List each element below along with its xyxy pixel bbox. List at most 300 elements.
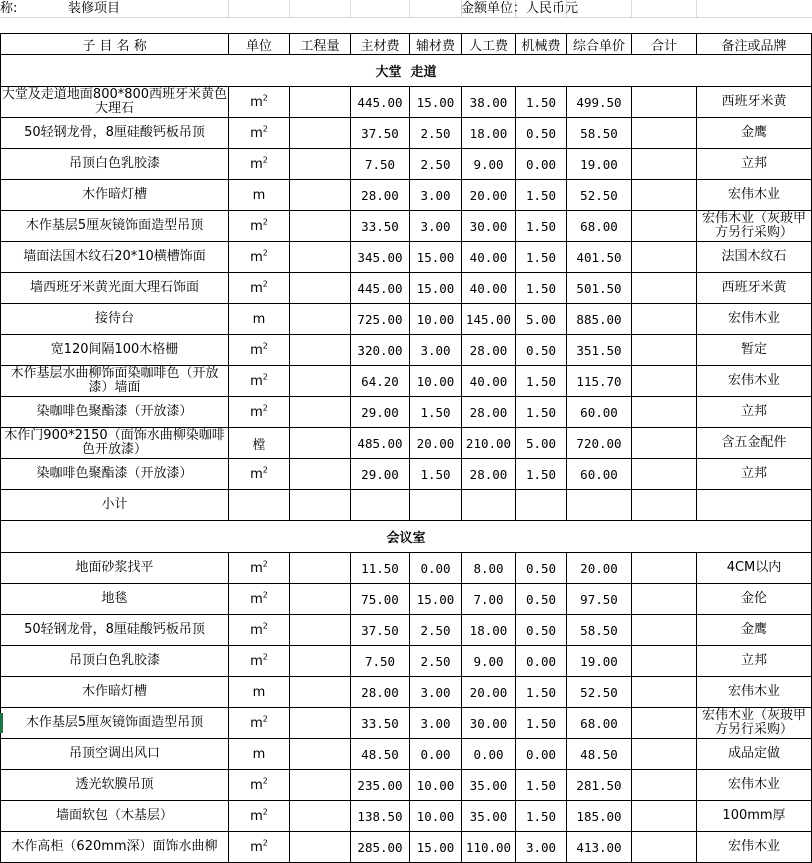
note-cell[interactable]: 法国木纹石 — [697, 242, 812, 273]
table-row — [1, 366, 812, 397]
unit-base: m — [250, 156, 263, 172]
total-cell[interactable] — [632, 242, 697, 273]
unit-base: m — [250, 591, 263, 607]
unit-base: m — [252, 746, 266, 762]
labor-cell[interactable]: 145.00 — [462, 304, 516, 335]
column-header: 备注或品牌 — [697, 34, 812, 55]
total-cell[interactable] — [632, 801, 697, 832]
unit-price-cell[interactable]: 58.50 — [567, 615, 632, 646]
labor-cell[interactable]: 9.00 — [462, 149, 516, 180]
table-row — [1, 801, 812, 832]
note-cell[interactable]: 暂定 — [697, 335, 812, 366]
unit-cell[interactable] — [229, 490, 290, 521]
labor-cell[interactable]: 7.00 — [462, 584, 516, 615]
table-row — [1, 646, 812, 677]
note-cell[interactable]: 成品定做 — [697, 739, 812, 770]
item-name-cell[interactable]: 宽120间隔100木格栅 — [1, 335, 229, 366]
table-row — [1, 180, 812, 211]
item-name-cell[interactable]: 木作高柜（620mm深）面饰水曲柳 — [1, 832, 229, 863]
unit-price-cell[interactable]: 97.50 — [567, 584, 632, 615]
main-material-cell[interactable]: 345.00 — [351, 242, 410, 273]
labor-cell[interactable]: 18.00 — [462, 118, 516, 149]
machinery-cell[interactable] — [516, 490, 567, 521]
table-row — [1, 211, 812, 242]
item-name-cell[interactable]: 木作基层5厘灰镜饰面造型吊顶 — [1, 211, 229, 242]
machinery-cell[interactable]: 0.50 — [516, 584, 567, 615]
table-row — [1, 87, 812, 118]
aux-material-cell[interactable]: 3.00 — [410, 677, 462, 708]
note-cell[interactable]: 立邦 — [697, 646, 812, 677]
quantity-cell[interactable] — [290, 397, 351, 428]
quantity-cell[interactable] — [290, 459, 351, 490]
section-header-row — [1, 55, 812, 87]
main-material-cell[interactable]: 285.00 — [351, 832, 410, 863]
machinery-cell[interactable]: 1.50 — [516, 242, 567, 273]
column-header: 人工费 — [462, 34, 516, 55]
item-name-cell[interactable]: 地面砂浆找平 — [1, 553, 229, 584]
quantity-cell[interactable] — [290, 615, 351, 646]
unit-cell[interactable] — [229, 708, 290, 739]
labor-cell[interactable]: 18.00 — [462, 615, 516, 646]
machinery-cell[interactable]: 1.50 — [516, 397, 567, 428]
machinery-cell[interactable]: 5.00 — [516, 304, 567, 335]
item-name-cell[interactable]: 地毯 — [1, 584, 229, 615]
main-material-cell[interactable]: 29.00 — [351, 459, 410, 490]
unit-superscript: 2 — [262, 621, 268, 631]
item-name-cell[interactable]: 大堂及走道地面800*800西班牙米黄色大理石 — [1, 87, 228, 116]
machinery-cell[interactable]: 1.50 — [516, 180, 567, 211]
unit-base: m — [252, 311, 266, 327]
main-material-cell[interactable]: 28.00 — [351, 180, 410, 211]
labor-cell[interactable]: 30.00 — [462, 211, 516, 242]
machinery-cell[interactable]: 0.50 — [516, 118, 567, 149]
main-material-cell[interactable]: 48.50 — [351, 739, 410, 770]
unit-cell[interactable] — [229, 335, 290, 366]
total-cell[interactable] — [632, 646, 697, 677]
total-cell[interactable] — [632, 211, 697, 242]
unit-cell[interactable] — [229, 149, 290, 180]
unit-base: m — [250, 622, 263, 638]
aux-material-cell[interactable]: 10.00 — [410, 770, 462, 801]
unit-cell[interactable] — [229, 615, 290, 646]
aux-material-cell[interactable]: 2.50 — [410, 615, 462, 646]
labor-cell[interactable]: 9.00 — [462, 646, 516, 677]
table-row — [1, 273, 812, 304]
main-material-cell[interactable]: 37.50 — [351, 118, 410, 149]
machinery-cell[interactable]: 5.00 — [516, 428, 567, 459]
unit-price-cell[interactable]: 48.50 — [567, 739, 632, 770]
section-title: 大堂 走道 — [1, 55, 812, 87]
machinery-cell[interactable]: 1.50 — [516, 677, 567, 708]
unit-base: m — [250, 373, 263, 389]
note-cell[interactable]: 西班牙米黄 — [697, 273, 812, 304]
main-material-cell[interactable]: 37.50 — [351, 615, 410, 646]
unit-cell[interactable] — [229, 739, 290, 770]
item-name-cell[interactable]: 接待台 — [1, 304, 229, 335]
note-cell[interactable]: 宏伟木业 — [697, 180, 812, 211]
note-cell[interactable]: 立邦 — [697, 459, 812, 490]
column-header: 主材费 — [351, 34, 410, 55]
labor-cell[interactable]: 28.00 — [462, 335, 516, 366]
total-cell[interactable] — [632, 708, 697, 739]
main-material-cell[interactable]: 75.00 — [351, 584, 410, 615]
item-name-cell[interactable]: 吊顶白色乳胶漆 — [1, 646, 229, 677]
labor-cell[interactable]: 210.00 — [462, 428, 516, 459]
unit-price-cell[interactable]: 52.50 — [567, 677, 632, 708]
main-material-cell[interactable]: 320.00 — [351, 335, 410, 366]
header-row — [1, 34, 812, 55]
aux-material-cell[interactable]: 0.00 — [410, 739, 462, 770]
note-cell[interactable]: 立邦 — [697, 149, 812, 180]
unit-cell[interactable] — [229, 242, 290, 273]
aux-material-cell[interactable]: 3.00 — [410, 708, 462, 739]
quantity-cell[interactable] — [290, 242, 351, 273]
aux-material-cell[interactable]: 3.00 — [410, 335, 462, 366]
aux-material-cell[interactable]: 15.00 — [410, 832, 462, 863]
unit-cell[interactable] — [229, 459, 290, 490]
note-cell[interactable]: 含五金配件 — [697, 428, 812, 459]
main-material-cell[interactable]: 29.00 — [351, 397, 410, 428]
quantity-cell[interactable] — [290, 739, 351, 770]
quantity-cell[interactable] — [290, 180, 351, 211]
unit-superscript: 2 — [262, 714, 268, 724]
unit-price-cell[interactable]: 501.50 — [567, 273, 632, 304]
unit-cell[interactable] — [229, 646, 290, 677]
total-cell[interactable] — [632, 180, 697, 211]
unit-cell[interactable] — [229, 832, 290, 863]
total-cell[interactable] — [632, 677, 697, 708]
aux-material-cell[interactable] — [410, 490, 462, 521]
quantity-cell[interactable] — [290, 677, 351, 708]
item-name-cell[interactable]: 墙面软包（木基层） — [1, 801, 229, 832]
unit-cell[interactable] — [229, 584, 290, 615]
quantity-cell[interactable] — [290, 428, 351, 459]
unit-base: m — [250, 249, 263, 265]
unit-price-cell[interactable]: 20.00 — [567, 553, 632, 584]
table-row — [1, 397, 812, 428]
table-row — [1, 149, 812, 180]
unit-cell[interactable] — [229, 801, 290, 832]
unit-price-cell[interactable]: 401.50 — [567, 242, 632, 273]
quantity-cell[interactable] — [290, 211, 351, 242]
unit-base: m — [252, 684, 266, 700]
aux-material-cell[interactable]: 2.50 — [410, 646, 462, 677]
total-cell[interactable] — [632, 739, 697, 770]
unit-cell[interactable] — [229, 87, 290, 118]
item-name-cell[interactable]: 木作基层水曲柳饰面染咖啡色（开放漆）墙面 — [1, 366, 229, 397]
table-row — [1, 490, 812, 521]
column-header: 综合单价 — [567, 34, 632, 55]
title-left-label: 称: — [0, 1, 18, 16]
main-material-cell[interactable]: 33.50 — [351, 708, 410, 739]
unit-cell[interactable] — [229, 397, 290, 428]
main-material-cell[interactable]: 485.00 — [351, 428, 410, 459]
machinery-cell[interactable]: 1.50 — [516, 770, 567, 801]
total-cell[interactable] — [632, 490, 697, 521]
total-cell[interactable] — [632, 428, 697, 459]
unit-base: m — [250, 218, 263, 234]
table-row — [1, 335, 812, 366]
unit-price-cell[interactable]: 68.00 — [567, 708, 632, 739]
labor-cell[interactable]: 40.00 — [462, 242, 516, 273]
unit-price-cell[interactable]: 413.00 — [567, 832, 632, 863]
total-cell[interactable] — [632, 87, 697, 118]
aux-material-cell[interactable]: 15.00 — [410, 87, 462, 118]
unit-price-cell[interactable]: 60.00 — [567, 397, 632, 428]
note-cell[interactable]: 宏伟木业 — [697, 304, 812, 335]
note-cell[interactable]: 立邦 — [697, 397, 812, 428]
unit-base: 樘 — [252, 437, 266, 453]
main-material-cell[interactable]: 445.00 — [351, 273, 410, 304]
unit-cell[interactable] — [229, 304, 290, 335]
unit-price-cell[interactable]: 351.50 — [567, 335, 632, 366]
total-cell[interactable] — [632, 459, 697, 490]
machinery-cell[interactable]: 0.50 — [516, 553, 567, 584]
machinery-cell[interactable]: 3.00 — [516, 832, 567, 863]
machinery-cell[interactable]: 1.50 — [516, 366, 567, 397]
item-name-cell[interactable]: 木作暗灯槽 — [1, 180, 229, 211]
aux-material-cell[interactable]: 15.00 — [410, 273, 462, 304]
unit-superscript: 2 — [262, 372, 268, 382]
note-cell[interactable]: 100mm厚 — [697, 801, 812, 832]
quantity-cell[interactable] — [290, 801, 351, 832]
aux-material-cell[interactable]: 0.00 — [410, 553, 462, 584]
unit-price-cell[interactable]: 19.00 — [567, 646, 632, 677]
main-material-cell[interactable] — [351, 490, 410, 521]
item-name-cell[interactable]: 木作暗灯槽 — [1, 677, 229, 708]
machinery-cell[interactable]: 1.50 — [516, 273, 567, 304]
quantity-cell[interactable] — [290, 708, 351, 739]
item-name-cell[interactable]: 吊顶空调出风口 — [1, 739, 229, 770]
labor-cell[interactable]: 40.00 — [462, 273, 516, 304]
unit-cell[interactable] — [229, 366, 290, 397]
item-name-cell[interactable]: 墙面法国木纹石20*10横槽饰面 — [1, 242, 229, 273]
unit-price-cell[interactable]: 185.00 — [567, 801, 632, 832]
machinery-cell[interactable]: 1.50 — [516, 459, 567, 490]
unit-price-cell[interactable]: 52.50 — [567, 180, 632, 211]
unit-price-cell[interactable]: 499.50 — [567, 87, 632, 118]
note-cell[interactable]: 4CM以内 — [697, 553, 812, 584]
aux-material-cell[interactable]: 20.00 — [410, 428, 462, 459]
machinery-cell[interactable]: 0.00 — [516, 149, 567, 180]
main-material-cell[interactable]: 64.20 — [351, 366, 410, 397]
quantity-cell[interactable] — [290, 335, 351, 366]
labor-cell[interactable]: 28.00 — [462, 459, 516, 490]
machinery-cell[interactable]: 1.50 — [516, 708, 567, 739]
unit-price-cell[interactable]: 115.70 — [567, 366, 632, 397]
machinery-cell[interactable]: 0.00 — [516, 739, 567, 770]
note-cell[interactable]: 金鹰 — [697, 118, 812, 149]
unit-superscript: 2 — [262, 341, 268, 351]
quantity-cell[interactable] — [290, 832, 351, 863]
aux-material-cell[interactable]: 10.00 — [410, 366, 462, 397]
main-material-cell[interactable]: 28.00 — [351, 677, 410, 708]
main-material-cell[interactable]: 33.50 — [351, 211, 410, 242]
unit-cell[interactable] — [229, 677, 290, 708]
labor-cell[interactable]: 35.00 — [462, 770, 516, 801]
unit-superscript: 2 — [262, 217, 268, 227]
note-cell[interactable]: 宏伟木业 — [697, 832, 812, 863]
total-cell[interactable] — [632, 553, 697, 584]
unit-price-cell[interactable]: 68.00 — [567, 211, 632, 242]
aux-material-cell[interactable]: 10.00 — [410, 304, 462, 335]
table-row — [1, 615, 812, 646]
aux-material-cell[interactable]: 15.00 — [410, 584, 462, 615]
quantity-cell[interactable] — [290, 770, 351, 801]
table-row — [1, 242, 812, 273]
total-cell[interactable] — [632, 149, 697, 180]
labor-cell[interactable]: 0.00 — [462, 739, 516, 770]
machinery-cell[interactable]: 0.50 — [516, 615, 567, 646]
note-cell[interactable]: 宏伟木业 — [697, 366, 812, 397]
quantity-cell[interactable] — [290, 366, 351, 397]
unit-base: m — [250, 342, 263, 358]
column-header: 工程量 — [290, 34, 351, 55]
main-material-cell[interactable]: 7.50 — [351, 149, 410, 180]
quantity-cell[interactable] — [290, 118, 351, 149]
quote-table — [0, 33, 812, 863]
total-cell[interactable] — [632, 584, 697, 615]
note-cell[interactable]: 金伦 — [697, 584, 812, 615]
unit-price-cell[interactable]: 720.00 — [567, 428, 632, 459]
column-header: 合计 — [632, 34, 697, 55]
table-row — [1, 677, 812, 708]
main-material-cell[interactable]: 235.00 — [351, 770, 410, 801]
quantity-cell[interactable] — [290, 87, 351, 118]
unit-base: m — [250, 404, 263, 420]
quantity-cell[interactable] — [290, 149, 351, 180]
main-material-cell[interactable]: 138.50 — [351, 801, 410, 832]
item-name-cell[interactable]: 木作门900*2150（面饰水曲柳染咖啡色开放漆） — [1, 428, 229, 459]
total-cell[interactable] — [632, 366, 697, 397]
aux-material-cell[interactable]: 2.50 — [410, 118, 462, 149]
item-name-cell[interactable]: 透光软膜吊顶 — [1, 770, 229, 801]
item-name-cell[interactable]: 染咖啡色聚酯漆（开放漆） — [1, 397, 229, 428]
main-material-cell[interactable]: 11.50 — [351, 553, 410, 584]
quantity-cell[interactable] — [290, 553, 351, 584]
labor-cell[interactable]: 35.00 — [462, 801, 516, 832]
total-cell[interactable] — [632, 335, 697, 366]
table-row — [1, 770, 812, 801]
item-name-cell[interactable]: 小计 — [1, 490, 229, 521]
total-cell[interactable] — [632, 304, 697, 335]
unit-price-cell[interactable]: 58.50 — [567, 118, 632, 149]
labor-cell[interactable]: 20.00 — [462, 677, 516, 708]
section-title: 会议室 — [1, 521, 812, 553]
aux-material-cell[interactable]: 1.50 — [410, 397, 462, 428]
unit-price-cell[interactable]: 60.00 — [567, 459, 632, 490]
total-cell[interactable] — [632, 770, 697, 801]
quantity-cell[interactable] — [290, 304, 351, 335]
note-cell[interactable]: 宏伟木业（灰玻甲方另行采购） — [697, 211, 812, 242]
unit-cell[interactable] — [229, 428, 290, 459]
labor-cell[interactable]: 8.00 — [462, 553, 516, 584]
quantity-cell[interactable] — [290, 646, 351, 677]
unit-base: m — [252, 187, 266, 203]
aux-material-cell[interactable]: 15.00 — [410, 242, 462, 273]
note-cell[interactable]: 宏伟木业 — [697, 770, 812, 801]
total-cell[interactable] — [632, 832, 697, 863]
main-material-cell[interactable]: 725.00 — [351, 304, 410, 335]
note-cell[interactable] — [697, 490, 812, 521]
unit-cell[interactable] — [229, 273, 290, 304]
labor-cell[interactable]: 30.00 — [462, 708, 516, 739]
machinery-cell[interactable]: 1.50 — [516, 87, 567, 118]
labor-cell[interactable]: 38.00 — [462, 87, 516, 118]
aux-material-cell[interactable]: 3.00 — [410, 211, 462, 242]
total-cell[interactable] — [632, 615, 697, 646]
labor-cell[interactable] — [462, 490, 516, 521]
labor-cell[interactable]: 110.00 — [462, 832, 516, 863]
total-cell[interactable] — [632, 273, 697, 304]
aux-material-cell[interactable]: 1.50 — [410, 459, 462, 490]
currency-label: 金额单位：人民币元 — [461, 1, 579, 16]
machinery-cell[interactable]: 0.50 — [516, 335, 567, 366]
note-cell[interactable]: 西班牙米黄 — [697, 87, 812, 118]
unit-price-cell[interactable]: 19.00 — [567, 149, 632, 180]
quantity-cell[interactable] — [290, 273, 351, 304]
table-row — [1, 459, 812, 490]
unit-cell[interactable] — [229, 180, 290, 211]
note-cell[interactable]: 宏伟木业（灰玻甲方另行采购） — [697, 708, 812, 739]
table-row — [1, 739, 812, 770]
unit-base: m — [250, 808, 263, 824]
total-cell[interactable] — [632, 397, 697, 428]
note-cell[interactable]: 宏伟木业 — [697, 677, 812, 708]
labor-cell[interactable]: 20.00 — [462, 180, 516, 211]
unit-price-cell[interactable] — [567, 490, 632, 521]
aux-material-cell[interactable]: 3.00 — [410, 180, 462, 211]
main-material-cell[interactable]: 7.50 — [351, 646, 410, 677]
item-name-cell[interactable]: 木作基层5厘灰镜饰面造型吊顶 — [1, 708, 229, 739]
column-header: 单位 — [229, 34, 290, 55]
unit-cell[interactable] — [229, 118, 290, 149]
item-name-cell[interactable]: 墙西班牙米黄光面大理石饰面 — [1, 273, 229, 304]
unit-price-cell[interactable]: 885.00 — [567, 304, 632, 335]
machinery-cell[interactable]: 1.50 — [516, 211, 567, 242]
machinery-cell[interactable]: 0.00 — [516, 646, 567, 677]
unit-base: m — [250, 94, 263, 110]
unit-price-cell[interactable]: 281.50 — [567, 770, 632, 801]
main-material-cell[interactable]: 445.00 — [351, 87, 410, 118]
note-cell[interactable]: 金鹰 — [697, 615, 812, 646]
labor-cell[interactable]: 28.00 — [462, 397, 516, 428]
unit-base: m — [250, 839, 263, 855]
unit-cell[interactable] — [229, 553, 290, 584]
row-selection-marker — [0, 713, 3, 733]
unit-base: m — [250, 280, 263, 296]
total-cell[interactable] — [632, 118, 697, 149]
item-name-cell[interactable]: 50轻钢龙骨，8厘硅酸钙板吊顶 — [1, 118, 229, 149]
item-name-cell[interactable]: 吊顶白色乳胶漆 — [1, 149, 229, 180]
quantity-cell[interactable] — [290, 490, 351, 521]
table-row — [1, 118, 812, 149]
machinery-cell[interactable]: 1.50 — [516, 801, 567, 832]
table-row — [1, 428, 812, 459]
item-name-cell[interactable]: 50轻钢龙骨，8厘硅酸钙板吊顶 — [1, 615, 229, 646]
unit-base: m — [250, 560, 263, 576]
item-name-cell[interactable]: 染咖啡色聚酯漆（开放漆） — [1, 459, 229, 490]
unit-cell[interactable] — [229, 770, 290, 801]
unit-superscript: 2 — [262, 590, 268, 600]
quantity-cell[interactable] — [290, 584, 351, 615]
aux-material-cell[interactable]: 2.50 — [410, 149, 462, 180]
labor-cell[interactable]: 40.00 — [462, 366, 516, 397]
aux-material-cell[interactable]: 10.00 — [410, 801, 462, 832]
unit-superscript: 2 — [262, 465, 268, 475]
unit-base: m — [250, 715, 263, 731]
unit-cell[interactable] — [229, 211, 290, 242]
